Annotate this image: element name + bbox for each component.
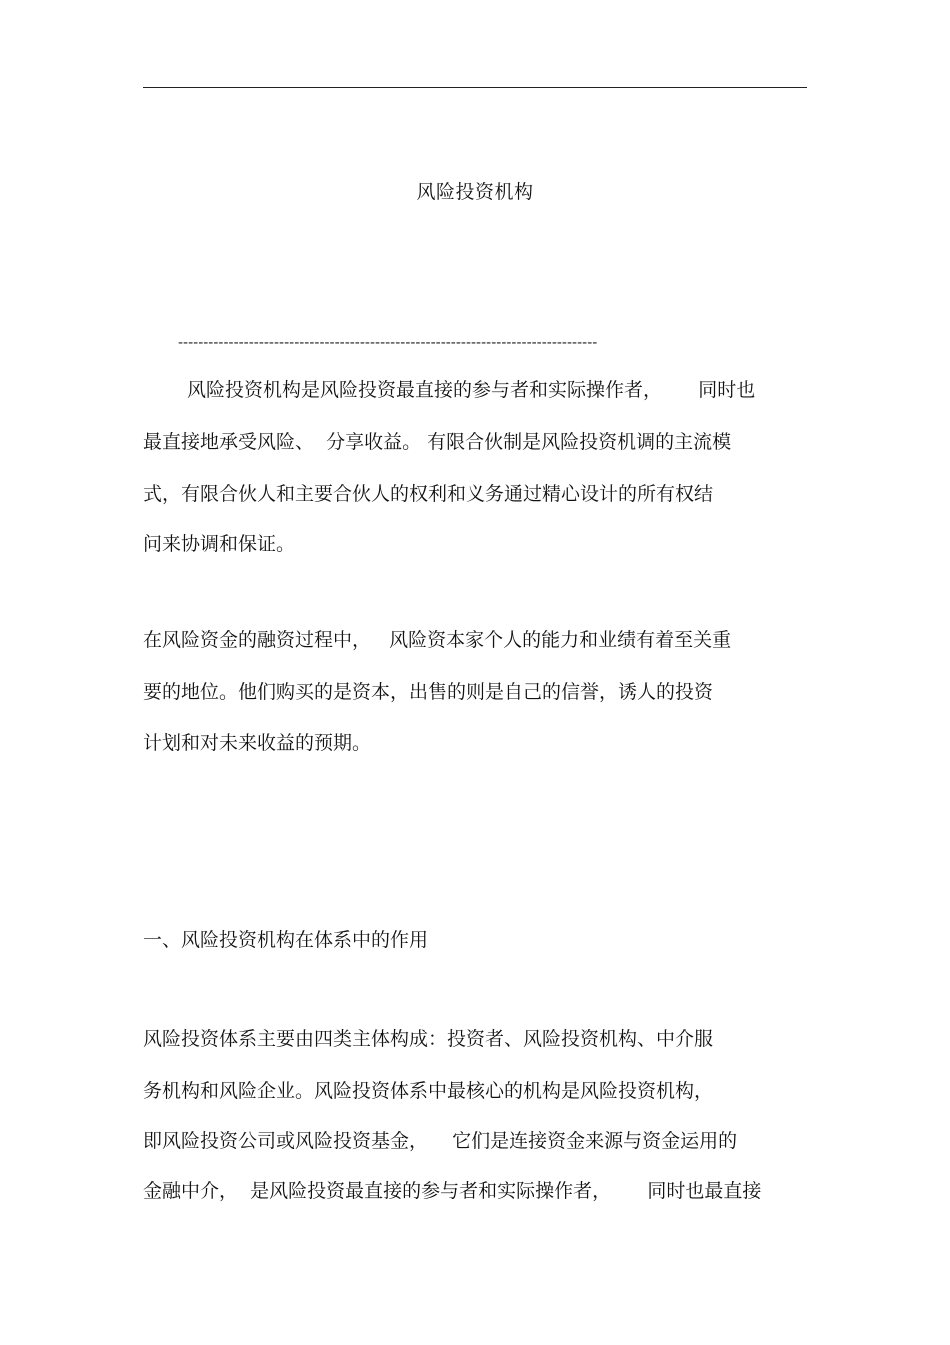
paragraph-2-line-2: 要的地位。他们购买的是资本，出售的则是自己的信誉，诱人的投资 [143, 681, 714, 703]
paragraph-2-line-3: 计划和对未来收益的预期。 [143, 732, 372, 754]
paragraph-1-line-4: 问来协调和保证。 [143, 533, 296, 555]
dashed-separator: ----------------------------------------------------------------------------------- [178, 335, 598, 351]
paragraph-1-line-3: 式，有限合伙人和主要合伙人的权利和义务通过精心设计的所有权结 [143, 483, 714, 505]
document-title: 风险投资机构 [416, 181, 534, 203]
paragraph-1-line-1: 风险投资机构是风险投资最直接的参与者和实际操作者， 同时也 [187, 379, 756, 401]
section-heading: 一、风险投资机构在体系中的作用 [143, 929, 429, 951]
paragraph-1-line-2: 最直接地承受风险、 分享收益。 有限合伙制是风险投资机调的主流模 [143, 431, 732, 453]
section-paragraph-line-3: 即风险投资公司或风险投资基金， 它们是连接资金来源与资金运用的 [143, 1130, 738, 1152]
section-paragraph-line-1: 风险投资体系主要由四类主体构成：投资者、风险投资机构、中介服 [143, 1028, 714, 1050]
section-paragraph-line-4: 金融中介， 是风险投资最直接的参与者和实际操作者， 同时也最直接 [143, 1180, 762, 1202]
paragraph-2-line-1: 在风险资金的融资过程中， 风险资本家个人的能力和业绩有着至关重 [143, 629, 732, 651]
header-rule [143, 87, 807, 88]
section-paragraph-line-2: 务机构和风险企业。风险投资体系中最核心的机构是风险投资机构， [143, 1080, 714, 1102]
